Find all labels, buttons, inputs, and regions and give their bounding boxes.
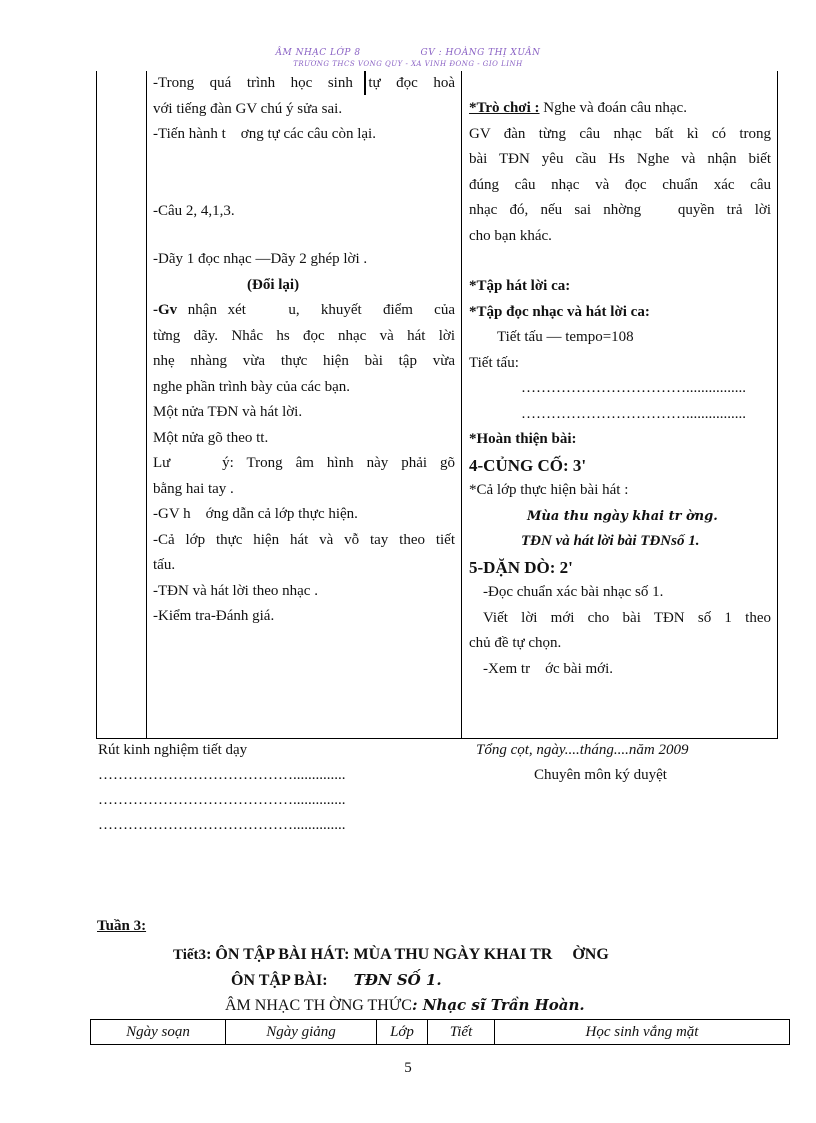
game-title: *Trò chơi : <box>469 100 540 116</box>
text-line: -GV h ớng dẫn cả lớp thực hiện. <box>153 506 358 522</box>
text-line: với tiếng đàn GV chú ý sửa sai. <box>153 100 343 117</box>
header-subject: ÂM NHẠC LỚP 8 <box>275 48 361 58</box>
page-number: 5 <box>404 1060 412 1076</box>
music-theory-label: ÂM NHẠC TH ỜNG THỨC <box>225 997 412 1014</box>
text-line: nhẹ nhàng vừa thực hiện bài tập vừa <box>153 353 455 369</box>
section-heading: *Hoàn thiện bài: <box>469 431 577 447</box>
header-teacher: GV : HOÀNG THỊ XUÂN <box>420 48 541 58</box>
text-line: GV đàn từng câu nhạc bất kì có trong <box>469 125 771 142</box>
text-line: -Xem tr ớc bài mới. <box>483 660 613 677</box>
text-line: từng dãy. Nhắc hs đọc nhạc và hát lời <box>153 327 455 344</box>
header-cell: Học sinh vắng mặt <box>495 1020 790 1045</box>
spacer <box>153 224 455 247</box>
text-line: nhạc đó, nếu sai nhờng quyền trả lời <box>469 202 771 218</box>
gv-label: -Gv <box>153 302 178 318</box>
composer-name: : Nhạc sĩ Trần Hoàn. <box>411 996 585 1014</box>
text-line: -Kiểm tra-Đánh giá. <box>153 608 275 624</box>
game-text: Nghe và đoán câu nhạc. <box>539 100 687 116</box>
lesson-title-text: : ÔN TẬP BÀI HÁT: MÙA THU NGÀY KHAI TR ỜNG <box>206 946 609 963</box>
text-line: -Tiến hành t ơng tự các câu còn lại. <box>153 126 376 142</box>
text-line: Tiết tấu: <box>469 354 519 371</box>
lesson-review <box>98 738 346 838</box>
header-cell: Lớp <box>377 1020 428 1045</box>
week-label: Tuần 3: <box>97 918 147 934</box>
spacer <box>469 71 771 96</box>
gv-text: nhận xét u, khuyết điểm của <box>177 302 455 318</box>
text-line: -Cả lớp thực hiện hát và vỗ tay theo tiết <box>153 531 455 548</box>
cung-co-heading: 4-CỦNG CỐ: 3' <box>469 455 587 475</box>
text-line: Tiết tấu — tempo=108 <box>497 329 634 345</box>
tiet-label: Tiết3 <box>173 947 207 963</box>
content-column <box>469 71 771 682</box>
dotted-line: ……………………………................ <box>521 405 746 422</box>
dotted-line: ………………………………….............. <box>98 767 346 783</box>
page-header-top <box>0 48 816 58</box>
text-line: nghe phần trình bày của các bạn. <box>153 378 350 395</box>
text-line: -Câu 2, 4,1,3. <box>153 202 235 219</box>
text-line: -Đọc chuẩn xác bài nhạc số 1. <box>483 584 664 600</box>
dan-do-heading: 5-DẶN DÒ: 2' <box>469 557 573 577</box>
date-line: Tổng cọt, ngày....tháng....năm 2009 <box>476 742 689 758</box>
text-line: bài TĐN yêu cầu Hs Nghe và nhận biết <box>469 151 771 167</box>
header-cell: Ngày giảng <box>226 1020 377 1045</box>
lesson-title-line1 <box>173 942 773 968</box>
lesson-title-line3 <box>173 993 773 1018</box>
dotted-line: ………………………………….............. <box>98 817 346 833</box>
review-title: Rút kinh nghiệm tiết dạy <box>98 742 248 758</box>
dotted-line: ……………………………................ <box>521 380 746 396</box>
header-cell: Tiết <box>428 1020 495 1045</box>
approval-block <box>476 738 766 788</box>
game-line <box>469 96 771 122</box>
spacer <box>153 148 455 199</box>
text-line: chủ đề tự chọn. <box>469 635 562 651</box>
text-line: -Trong quá trình học sinh tự đọc hoà <box>153 75 455 91</box>
song-title: Mùa thu ngày khai tr ờng. <box>527 508 718 524</box>
header-school: TRƯỜNG THCS VÕNG QUÝ - XÃ VĨNH ĐỒNG - GIO LINH <box>293 60 523 67</box>
text-line: -Dãy 1 đọc nhạc —Dãy 2 ghép lời . <box>153 251 368 267</box>
dotted-line: ………………………………….............. <box>98 792 346 808</box>
table-divider-1 <box>146 71 147 738</box>
section-heading: *Tập hát lời ca: <box>469 278 571 294</box>
header-cell: Ngày soạn <box>91 1020 226 1045</box>
text-line: đúng câu nhạc và đọc chuẩn xác câu <box>469 176 771 193</box>
table-divider-2 <box>461 71 462 738</box>
text-line: Một nửa gõ theo tt. <box>153 429 269 446</box>
text-line: *Cả lớp thực hiện bài hát : <box>469 482 629 498</box>
text-line: Viết lời mới cho bài TĐN số 1 theo <box>483 609 771 626</box>
text-line <box>153 298 455 324</box>
spacer <box>469 249 771 274</box>
schedule-table <box>90 1019 790 1045</box>
review-label: ÔN TẬP BÀI: <box>231 972 328 989</box>
lesson-title-block <box>173 942 773 1018</box>
text-line: Một nửa TĐN và hát lời. <box>153 404 303 420</box>
text-line: cho bạn khác. <box>469 227 552 244</box>
lesson-table <box>96 71 778 739</box>
text-line: tấu. <box>153 557 176 573</box>
tdn-line: TĐN và hát lời bài TĐNsố 1. <box>521 533 700 549</box>
text-line: Lư ý: Trong âm hình này phải gõ <box>153 455 455 471</box>
text-line: -TĐN và hát lời theo nhạc . <box>153 582 318 599</box>
text-line: bằng hai tay . <box>153 480 234 497</box>
tdn-title: TĐN SỐ 1. <box>353 971 442 989</box>
approval-label: Chuyên môn ký duyệt <box>534 767 667 783</box>
text-line-bold: (Đổi lại) <box>247 276 300 293</box>
teacher-activities-column <box>153 71 455 630</box>
section-heading: *Tập đọc nhạc và hát lời ca: <box>469 303 650 320</box>
lesson-title-line2 <box>173 968 773 993</box>
